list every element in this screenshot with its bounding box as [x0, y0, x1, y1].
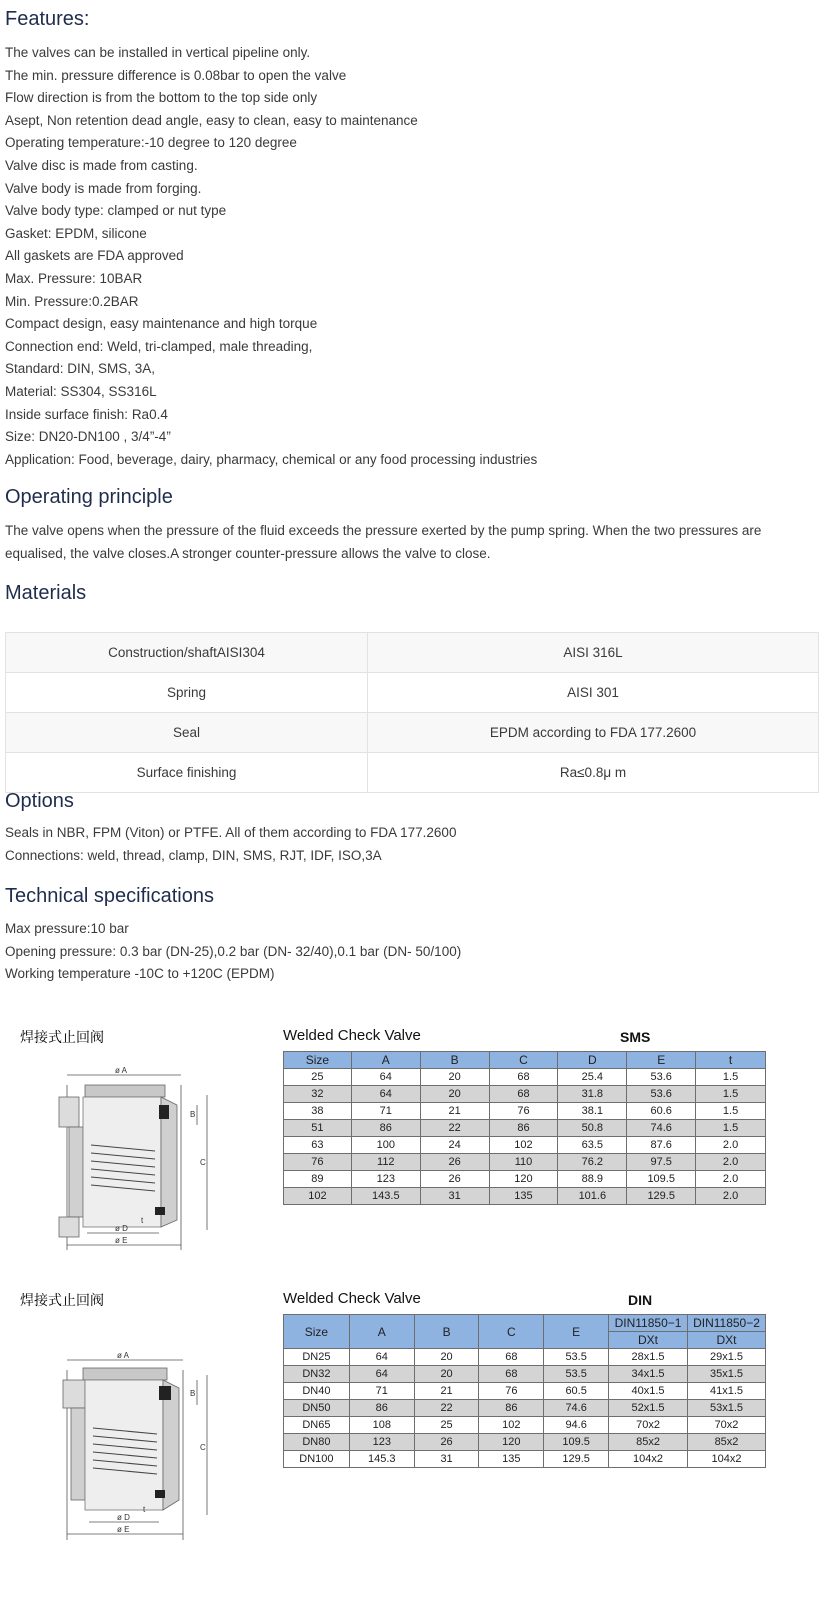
sms-column-header: Size [284, 1052, 352, 1069]
din-cell: 70x2 [688, 1417, 766, 1434]
din-cell: DN65 [284, 1417, 350, 1434]
sms-cell: 63.5 [558, 1137, 627, 1154]
sms-cell: 76 [489, 1103, 558, 1120]
feature-line: Inside surface finish: Ra0.4 [5, 406, 168, 422]
operating-principle-heading: Operating principle [5, 486, 173, 508]
sms-cell: 64 [351, 1069, 420, 1086]
sms-table-row [284, 1086, 766, 1103]
sms-dim-d: ø D [115, 1224, 128, 1233]
din-dim-d: ø D [117, 1513, 130, 1522]
din-dim-t: t [143, 1505, 146, 1514]
sms-cell: 60.6 [627, 1103, 696, 1120]
sms-cell: 86 [489, 1120, 558, 1137]
sms-cell: 76 [284, 1154, 352, 1171]
din-cell: DN25 [284, 1349, 350, 1366]
sms-cell: 129.5 [627, 1188, 696, 1205]
feature-line: Flow direction is from the bottom to the top side only [5, 90, 318, 106]
material-value: AISI 316L [368, 633, 819, 673]
din-column-header: DIN11850−2 [688, 1315, 766, 1332]
technical-list [5, 918, 461, 986]
din-cell: 76 [479, 1383, 544, 1400]
features-list [5, 42, 537, 471]
sms-dim-c: C [200, 1158, 206, 1167]
din-cell: 145.3 [349, 1451, 414, 1468]
sms-dim-b: B [190, 1110, 196, 1119]
din-cell: 22 [414, 1400, 479, 1417]
din-cell: 25 [414, 1417, 479, 1434]
sms-cell: 123 [351, 1171, 420, 1188]
din-cell: 53.5 [544, 1366, 609, 1383]
sms-dim-t: t [141, 1216, 144, 1225]
din-table-row [284, 1383, 766, 1400]
din-table-row [284, 1434, 766, 1451]
sms-cell: 2.0 [696, 1154, 766, 1171]
sms-cell: 87.6 [627, 1137, 696, 1154]
sms-table-row [284, 1137, 766, 1154]
sms-cell: 2.0 [696, 1137, 766, 1154]
din-cell: 123 [349, 1434, 414, 1451]
technical-line: Opening pressure: 0.3 bar (DN-25),0.2 bar (DN- 32/40),0.1 bar (DN- 50/100) [5, 943, 462, 959]
sms-column-header: E [627, 1052, 696, 1069]
technical-specifications-heading: Technical specifications [5, 885, 214, 907]
feature-line: Material: SS304, SS316L [5, 383, 157, 399]
technical-line: Working temperature -10C to +120C (EPDM) [5, 966, 275, 982]
option-line: Seals in NBR, FPM (Viton) or PTFE. All of them according to FDA 177.2600 [5, 825, 457, 840]
materials-row [6, 673, 819, 713]
sms-table-row [284, 1188, 766, 1205]
din-sub-header: DXt [609, 1332, 688, 1349]
sms-cell: 22 [420, 1120, 489, 1137]
materials-heading: Materials [5, 582, 87, 604]
feature-line: Min. Pressure:0.2BAR [5, 293, 139, 309]
sms-cell: 25 [284, 1069, 352, 1086]
din-cell: 52x1.5 [609, 1400, 688, 1417]
din-cell: 85x2 [688, 1434, 766, 1451]
din-standard-label: DIN [628, 1292, 653, 1308]
material-part: Construction/shaftAISI304 [6, 633, 368, 673]
materials-table [5, 632, 819, 793]
feature-line: Application: Food, beverage, dairy, pharmacy, chemical or any food processing industries [5, 451, 538, 467]
din-dim-e: ø E [117, 1525, 130, 1534]
din-cell: 21 [414, 1383, 479, 1400]
sms-cell: 1.5 [696, 1069, 766, 1086]
sms-cell: 100 [351, 1137, 420, 1154]
sms-cell: 31 [420, 1188, 489, 1205]
sms-cell: 64 [351, 1086, 420, 1103]
din-column-header: DIN11850−1 [609, 1315, 688, 1332]
sms-cell: 143.5 [351, 1188, 420, 1205]
din-cell: 34x1.5 [609, 1366, 688, 1383]
sms-cell: 109.5 [627, 1171, 696, 1188]
din-cell: 104x2 [688, 1451, 766, 1468]
din-cell: 109.5 [544, 1434, 609, 1451]
din-spec-sheet [0, 1290, 824, 1555]
din-cell: 120 [479, 1434, 544, 1451]
material-value: Ra≤0.8μ m [368, 753, 819, 793]
din-cell: 64 [349, 1349, 414, 1366]
din-cn-title: 焊接式止回阀 [20, 1293, 104, 1309]
sms-cell: 74.6 [627, 1120, 696, 1137]
sms-cell: 20 [420, 1069, 489, 1086]
sms-column-header: C [489, 1052, 558, 1069]
din-cell: 108 [349, 1417, 414, 1434]
din-column-header: Size [284, 1315, 350, 1349]
feature-line: The valves can be installed in vertical pipeline only. [5, 45, 311, 60]
din-dim-b: B [190, 1389, 196, 1398]
sms-cell: 68 [489, 1086, 558, 1103]
sms-cell: 101.6 [558, 1188, 627, 1205]
din-cell: 60.5 [544, 1383, 609, 1400]
feature-line: All gaskets are FDA approved [5, 248, 184, 264]
din-cell: 129.5 [544, 1451, 609, 1468]
feature-line: Valve disc is made from casting. [5, 157, 198, 173]
option-line: Connections: weld, thread, clamp, DIN, SMS, RJT, IDF, ISO,3A [5, 847, 382, 863]
din-table-row [284, 1400, 766, 1417]
din-cell: 20 [414, 1366, 479, 1383]
din-cell: 41x1.5 [688, 1383, 766, 1400]
din-table-row [284, 1417, 766, 1434]
din-cell: DN100 [284, 1451, 350, 1468]
sms-cell: 112 [351, 1154, 420, 1171]
sms-cell: 102 [489, 1137, 558, 1154]
din-cell: 40x1.5 [609, 1383, 688, 1400]
operating-principle-paragraph: The valve opens when the pressure of the fluid exceeds the pressure exerted by the pump spring. When the two pressures are equalised, the valve closes.A stronger counter-pressure allows the valve to close. [5, 523, 762, 561]
sms-dim-a: ø A [115, 1066, 128, 1075]
sms-cell: 53.6 [627, 1086, 696, 1103]
din-cell: 85x2 [609, 1434, 688, 1451]
sms-cell: 51 [284, 1120, 352, 1137]
sms-cell: 1.5 [696, 1086, 766, 1103]
feature-line: The min. pressure difference is 0.08bar to open the valve [5, 67, 347, 83]
operating-principle-text [5, 520, 805, 565]
technical-line: Max pressure:10 bar [5, 921, 129, 936]
sms-cell: 25.4 [558, 1069, 627, 1086]
sms-cell: 68 [489, 1069, 558, 1086]
sms-table-row [284, 1171, 766, 1188]
feature-line: Asept, Non retention dead angle, easy to clean, easy to maintenance [5, 112, 418, 128]
din-cell: 26 [414, 1434, 479, 1451]
feature-line: Standard: DIN, SMS, 3A, [5, 361, 156, 377]
din-cell: 20 [414, 1349, 479, 1366]
din-valve-drawing-icon [55, 1350, 225, 1545]
din-cell: 68 [479, 1349, 544, 1366]
sms-spec-sheet [0, 1027, 824, 1257]
din-cell: 53.5 [544, 1349, 609, 1366]
din-cell: 70x2 [609, 1417, 688, 1434]
din-cell: 68 [479, 1366, 544, 1383]
options-list [5, 822, 456, 867]
din-cell: 104x2 [609, 1451, 688, 1468]
sms-column-header: B [420, 1052, 489, 1069]
sms-cell: 50.8 [558, 1120, 627, 1137]
din-cell: DN32 [284, 1366, 350, 1383]
sms-valve-title: Welded Check Valve [283, 1027, 421, 1044]
sms-cell: 71 [351, 1103, 420, 1120]
din-cell: DN80 [284, 1434, 350, 1451]
din-cell: 102 [479, 1417, 544, 1434]
feature-line: Valve body is made from forging. [5, 180, 202, 196]
sms-cell: 53.6 [627, 1069, 696, 1086]
din-cell: 35x1.5 [688, 1366, 766, 1383]
sms-column-header: A [351, 1052, 420, 1069]
material-value: EPDM according to FDA 177.2600 [368, 713, 819, 753]
material-value: AISI 301 [368, 673, 819, 713]
feature-line: Size: DN20-DN100 , 3/4”-4” [5, 429, 171, 445]
sms-cell: 32 [284, 1086, 352, 1103]
din-dim-a: ø A [117, 1351, 130, 1360]
din-sub-header: DXt [688, 1332, 766, 1349]
materials-row [6, 753, 819, 793]
din-table-row [284, 1451, 766, 1468]
feature-line: Operating temperature:-10 degree to 120 degree [5, 135, 297, 151]
materials-row [6, 713, 819, 753]
sms-cell: 2.0 [696, 1188, 766, 1205]
sms-cell: 1.5 [696, 1103, 766, 1120]
din-cell: 29x1.5 [688, 1349, 766, 1366]
feature-line: Compact design, easy maintenance and high torque [5, 316, 318, 332]
sms-cn-title: 焊接式止回阀 [20, 1030, 104, 1046]
sms-table-row [284, 1154, 766, 1171]
din-table-row [284, 1349, 766, 1366]
din-cell: 64 [349, 1366, 414, 1383]
din-cell: 135 [479, 1451, 544, 1468]
sms-dim-e: ø E [115, 1236, 128, 1245]
sms-cell: 135 [489, 1188, 558, 1205]
material-part: Surface finishing [6, 753, 368, 793]
din-column-header: C [479, 1315, 544, 1349]
sms-cell: 31.8 [558, 1086, 627, 1103]
sms-cell: 102 [284, 1188, 352, 1205]
din-dim-c: C [200, 1443, 206, 1452]
sms-cell: 76.2 [558, 1154, 627, 1171]
sms-cell: 63 [284, 1137, 352, 1154]
materials-row [6, 633, 819, 673]
material-part: Seal [6, 713, 368, 753]
din-cell: 74.6 [544, 1400, 609, 1417]
feature-line: Gasket: EPDM, silicone [5, 225, 147, 241]
sms-cell: 89 [284, 1171, 352, 1188]
feature-line: Connection end: Weld, tri-clamped, male threading, [5, 338, 313, 354]
feature-line: Max. Pressure: 10BAR [5, 270, 143, 286]
din-cell: 71 [349, 1383, 414, 1400]
sms-column-header: t [696, 1052, 766, 1069]
sms-cell: 88.9 [558, 1171, 627, 1188]
din-cell: DN50 [284, 1400, 350, 1417]
sms-valve-drawing-icon [55, 1065, 225, 1255]
sms-standard-label: SMS [620, 1029, 651, 1045]
sms-table-row [284, 1120, 766, 1137]
material-part: Spring [6, 673, 368, 713]
din-cell: 86 [479, 1400, 544, 1417]
din-cell: 28x1.5 [609, 1349, 688, 1366]
sms-dimension-table [283, 1051, 766, 1205]
din-cell: 53x1.5 [688, 1400, 766, 1417]
options-heading: Options [5, 790, 74, 812]
din-cell: 94.6 [544, 1417, 609, 1434]
din-table-row [284, 1366, 766, 1383]
din-cell: 86 [349, 1400, 414, 1417]
sms-cell: 97.5 [627, 1154, 696, 1171]
din-column-header: B [414, 1315, 479, 1349]
din-column-header: E [544, 1315, 609, 1349]
sms-cell: 24 [420, 1137, 489, 1154]
sms-cell: 38 [284, 1103, 352, 1120]
sms-cell: 110 [489, 1154, 558, 1171]
sms-column-header: D [558, 1052, 627, 1069]
sms-cell: 2.0 [696, 1171, 766, 1188]
sms-table-row [284, 1103, 766, 1120]
sms-cell: 20 [420, 1086, 489, 1103]
din-column-header: A [349, 1315, 414, 1349]
sms-table-row [284, 1069, 766, 1086]
sms-cell: 26 [420, 1154, 489, 1171]
sms-cell: 38.1 [558, 1103, 627, 1120]
din-valve-title: Welded Check Valve [283, 1290, 421, 1307]
sms-cell: 120 [489, 1171, 558, 1188]
feature-line: Valve body type: clamped or nut type [5, 203, 227, 219]
sms-cell: 26 [420, 1171, 489, 1188]
din-dimension-table [283, 1314, 766, 1468]
sms-cell: 86 [351, 1120, 420, 1137]
sms-cell: 21 [420, 1103, 489, 1120]
din-cell: DN40 [284, 1383, 350, 1400]
sms-cell: 1.5 [696, 1120, 766, 1137]
features-heading: Features: [5, 8, 90, 30]
din-cell: 31 [414, 1451, 479, 1468]
